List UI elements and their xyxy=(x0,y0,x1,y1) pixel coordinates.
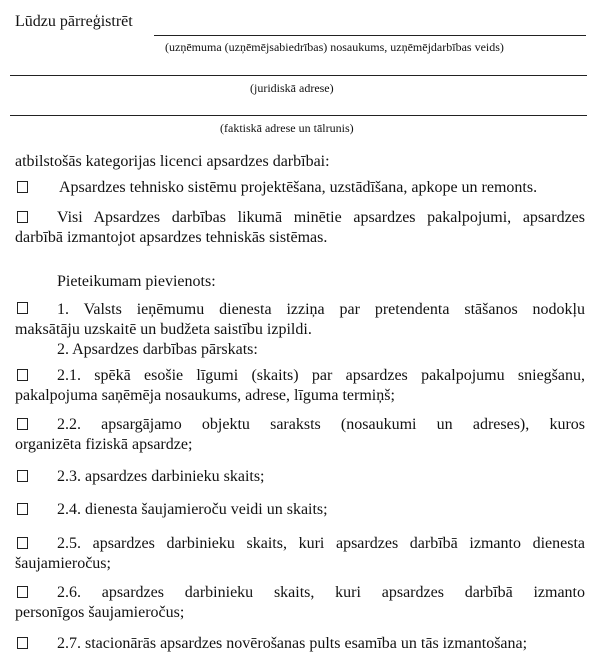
item-2-4-checkbox[interactable] xyxy=(17,503,28,515)
item-1-text-line2: maksātāju uzskaitē un budžeta saistību izpildi. xyxy=(15,321,312,338)
legal-address-caption: (juridiskā adrese) xyxy=(250,81,334,95)
license-option-2-text-line1: Visi Apsardzes darbības likumā minētie apsardzes pakalpojumi, apsardzes xyxy=(57,209,585,226)
item-2-4-text: 2.4. dienesta šaujamieroču veidi un skaits; xyxy=(57,501,328,518)
item-2-6-checkbox[interactable] xyxy=(17,586,28,598)
request-label: Lūdzu pārreģistrēt xyxy=(15,13,133,30)
item-2-1-checkbox[interactable] xyxy=(17,369,28,381)
item-1-text-line1: 1. Valsts ieņēmumu dienesta izziņa par pretendenta stāšanos nodokļu xyxy=(57,301,585,318)
item-2-5-text-line1: 2.5. apsardzes darbinieku skaits, kuri apsardzes darbībā izmanto dienesta xyxy=(57,535,585,552)
item-2-heading: 2. Apsardzes darbības pārskats: xyxy=(57,341,258,358)
license-option-1-checkbox[interactable] xyxy=(17,181,28,193)
company-name-field[interactable] xyxy=(154,35,586,36)
item-2-3-text: 2.3. apsardzes darbinieku skaits; xyxy=(57,468,265,485)
item-2-2-text-line1: 2.2. apsargājamo objektu saraksts (nosaukumi un adreses), kuros xyxy=(57,416,585,433)
item-2-1-text-line2: pakalpojuma saņēmēja nosaukums, adrese, līguma termiņš; xyxy=(15,387,395,404)
license-option-2-text-line2: darbībā izmantojot apsardzes tehniskās sistēmas. xyxy=(15,229,328,246)
actual-address-caption: (faktiskā adrese un tālrunis) xyxy=(220,121,354,135)
item-2-5-text-line2: šaujamieročus; xyxy=(15,555,111,572)
item-2-7-checkbox[interactable] xyxy=(17,637,28,649)
license-option-2-checkbox[interactable] xyxy=(17,211,28,223)
legal-address-field[interactable] xyxy=(10,75,587,76)
item-2-2-checkbox[interactable] xyxy=(17,418,28,430)
company-name-caption: (uzņēmuma (uzņēmējsabiedrības) nosaukums, uzņēmējdarbības veids) xyxy=(165,40,504,54)
license-option-1-text: Apsardzes tehnisko sistēmu projektēšana, uzstādīšana, apkope un remonts. xyxy=(59,179,538,196)
item-2-3-checkbox[interactable] xyxy=(17,470,28,482)
item-2-2-text-line2: organizēta fiziskā apsardze; xyxy=(15,436,193,453)
actual-address-field[interactable] xyxy=(10,115,587,116)
item-2-7-text: 2.7. stacionārās apsardzes novērošanas pults esamība un tās izmantošana; xyxy=(57,635,528,652)
item-2-5-checkbox[interactable] xyxy=(17,537,28,549)
item-2-1-text-line1: 2.1. spēkā esošie līgumi (skaits) par apsardzes pakalpojumu sniegšanu, xyxy=(57,367,585,384)
attachments-heading: Pieteikumam pievienots: xyxy=(57,273,216,290)
intro-text: atbilstošās kategorijas licenci apsardzes darbībai: xyxy=(15,153,330,170)
item-2-6-text-line2: personīgos šaujamieročus; xyxy=(15,604,185,621)
item-2-6-text-line1: 2.6. apsardzes darbinieku skaits, kuri apsardzes darbībā izmanto xyxy=(57,584,585,601)
item-1-checkbox[interactable] xyxy=(17,302,28,314)
